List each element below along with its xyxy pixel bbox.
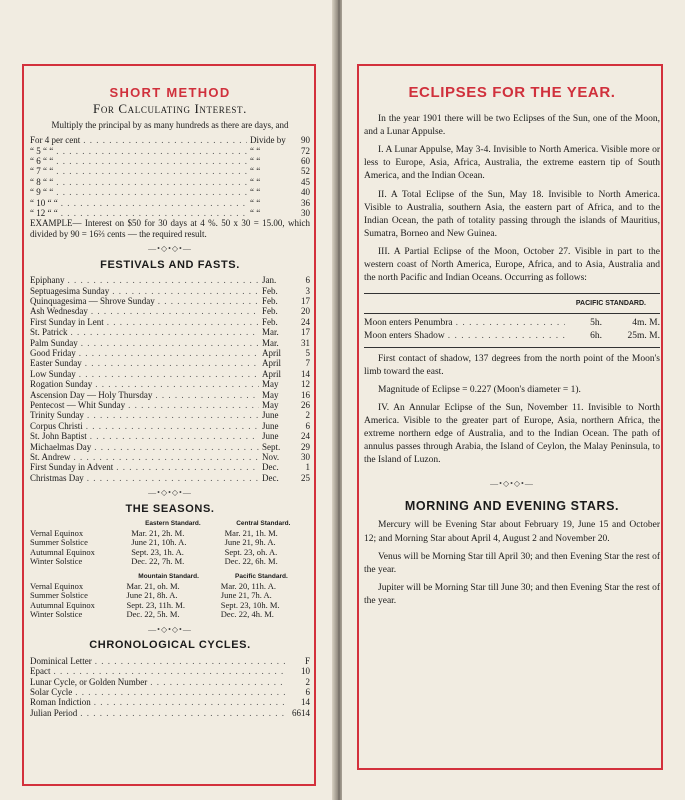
- leader-dots: [81, 338, 259, 348]
- festival-day: 1: [305, 462, 310, 473]
- festival-day: 16: [301, 389, 310, 400]
- interest-percent: For 4 per cent: [30, 135, 81, 146]
- festival-row: [30, 379, 310, 389]
- seasons-table: [30, 519, 310, 567]
- leader-dots: [61, 198, 247, 208]
- eclipse-contact: First contact of shadow, 137 degrees from the north point of the Moon's limb toward the east.: [364, 353, 660, 377]
- festival-name: Easter Sunday: [30, 358, 82, 369]
- festival-day: 3: [305, 285, 310, 296]
- cycle-name: Julian Period: [30, 707, 78, 718]
- eclipse-event: Moon enters Penumbra: [364, 318, 453, 329]
- leader-dots: [150, 677, 287, 687]
- festival-name: Epiphany: [30, 275, 65, 286]
- season-time: Mar. 21, oh. M.: [126, 580, 180, 591]
- season-name: Vernal Equinox: [30, 580, 84, 591]
- ornament-divider: —•◇•◇•—: [148, 244, 192, 254]
- leader-dots: [94, 697, 287, 707]
- cycle-value: 6614: [292, 707, 310, 718]
- festival-row: [30, 338, 310, 348]
- cycle-name: Roman Indiction: [30, 697, 91, 708]
- ornament-divider: —•◇•◇•—: [148, 624, 192, 634]
- season-time: June 21, 10h. A.: [131, 537, 187, 548]
- leader-dots: [90, 431, 259, 441]
- interest-percent: “ 12 “ “: [30, 208, 58, 219]
- season-time: Dec. 22, 5h. M.: [126, 609, 180, 620]
- festival-month: Feb.: [262, 295, 278, 306]
- cycles-title: CHRONOLOGICAL CYCLES.: [89, 639, 251, 652]
- leader-dots: [80, 708, 287, 718]
- interest-divisor: 90: [301, 135, 310, 146]
- cycle-value: 2: [305, 676, 310, 687]
- festival-month: Sept.: [262, 441, 281, 452]
- festival-name: Trinity Sunday: [30, 410, 84, 421]
- eclipse-magnitude: Magnitude of Eclipse = 0.227 (Moon's diameter = 1).: [378, 384, 581, 395]
- festival-month: April: [262, 358, 281, 369]
- festival-name: Ascension Day — Holy Thursday: [30, 389, 153, 400]
- eclipse-paragraph-3: III. A Partial Eclipse of the Moon, October 27. Visible in part to the western coast of North America, Europe, Africa, and to Asia, Australia and the north Pacific and Indian Oceans. Occurring as follows:: [364, 246, 660, 284]
- interest-divisor: 60: [301, 156, 310, 167]
- festival-day: 6: [305, 275, 310, 286]
- interest-action: “ “: [250, 145, 261, 156]
- festival-row: [30, 296, 310, 306]
- festival-month: May: [262, 379, 279, 390]
- stars-title: MORNING AND EVENING STARS.: [404, 499, 620, 514]
- season-time: Mar. 21, 2h. M.: [131, 527, 185, 538]
- eclipses-intro: In the year 1901 there will be two Eclipses of the Sun, one of the Moon, and a Lunar Appulse.: [364, 114, 660, 138]
- festival-name: Christmas Day: [30, 472, 84, 483]
- season-name: Autumnal Equinox: [30, 599, 95, 610]
- leader-dots: [86, 421, 259, 431]
- interest-percent: “ 6 “ “: [30, 156, 54, 167]
- leader-dots: [56, 156, 247, 166]
- seasons-title: THE SEASONS.: [125, 502, 215, 515]
- season-time: Dec. 22, 4h. M.: [220, 609, 274, 620]
- interest-percent: “ 10 “ “: [30, 197, 58, 208]
- festival-row: [30, 317, 310, 327]
- festival-day: 31: [301, 337, 310, 348]
- festival-name: St. John Baptist: [30, 431, 87, 442]
- season-time: Dec. 22, 7h. M.: [131, 556, 185, 567]
- interest-row: [30, 198, 310, 208]
- leader-dots: [74, 452, 260, 462]
- festival-row: [30, 462, 310, 472]
- leader-dots: [456, 317, 565, 330]
- interest-percent: “ 5 “ “: [30, 145, 54, 156]
- cycle-row: [30, 677, 310, 687]
- interest-divisor: 45: [301, 176, 310, 187]
- interest-row: [30, 208, 310, 218]
- festival-month: June: [262, 420, 279, 431]
- festival-day: 29: [301, 441, 310, 452]
- festival-month: June: [262, 431, 279, 442]
- festival-row: [30, 286, 310, 296]
- festival-month: April: [262, 347, 281, 358]
- festival-day: 26: [301, 399, 310, 410]
- cycle-name: Epact: [30, 666, 51, 677]
- eclipse-hour: 5h.: [590, 318, 602, 329]
- festival-day: 6: [305, 420, 310, 431]
- left-page-content: [30, 85, 310, 718]
- interest-divisor: 72: [301, 145, 310, 156]
- cycle-name: Solar Cycle: [30, 687, 73, 697]
- cycle-value: 6: [305, 687, 310, 697]
- leader-dots: [75, 687, 287, 697]
- festival-name: St. Andrew: [30, 452, 71, 462]
- ornament-divider: —•◇•◇•—: [490, 479, 534, 489]
- leader-dots: [95, 656, 287, 666]
- season-time: June 21, 9h. A.: [224, 537, 276, 548]
- divider-line: [364, 293, 660, 294]
- cycle-row: [30, 687, 310, 697]
- festival-day: 24: [301, 431, 310, 442]
- short-method-intro: Multiply the principal by as many hundreds as there are days, and: [51, 119, 289, 130]
- festival-name: St. Patrick: [30, 327, 68, 338]
- season-time: Mar. 21, 1h. M.: [224, 527, 278, 538]
- interest-action: “ “: [250, 197, 261, 208]
- festival-row: [30, 348, 310, 358]
- right-page: [342, 0, 685, 800]
- season-time: June 21, 8h. A.: [126, 590, 178, 601]
- stars-jupiter: Jupiter will be Morning Star till June 30; and then Evening Star the rest of the year.: [364, 582, 660, 606]
- festivals-title: FESTIVALS AND FASTS.: [100, 258, 240, 271]
- cycle-row: [30, 697, 310, 707]
- interest-action: Divide by: [250, 135, 286, 146]
- cycle-row: [30, 708, 310, 718]
- leader-dots: [79, 369, 259, 379]
- eclipse-paragraph-4: IV. An Annular Eclipse of the Sun, November 11. Invisible to North America. Visible to the greater part of Europe, Asia, northern Africa, the extreme northern edge of Australia, and to the Indian Ocean. The path of annulus passes through Arabia, the Island of Ceylon, the Malay Peninsula, to the Island of Luzon.: [364, 402, 660, 466]
- festival-day: 24: [301, 316, 310, 327]
- leader-dots: [112, 286, 259, 296]
- season-column-header: Mountain Standard.: [138, 573, 199, 580]
- interest-row: [30, 156, 310, 166]
- season-time: Mar. 20, 11h. A.: [220, 580, 276, 591]
- cycle-name: Lunar Cycle, or Golden Number: [30, 676, 148, 687]
- interest-row: [30, 177, 310, 187]
- interest-row: [30, 166, 310, 176]
- leader-dots: [71, 327, 260, 337]
- festival-month: May: [262, 389, 279, 400]
- stars-mercury: Mercury will be Evening Star about February 19, June 15 and October 12; and Morning Star about April 4, August 2 and November 20.: [364, 520, 660, 544]
- festival-row: [30, 327, 310, 337]
- interest-table: [30, 135, 310, 218]
- left-page: [0, 0, 338, 800]
- season-time: Sept. 23, 10h. M.: [220, 599, 280, 610]
- interest-action: “ “: [250, 156, 261, 167]
- festival-day: 5: [305, 347, 310, 358]
- season-time: Dec. 22, 6h. M.: [224, 556, 278, 567]
- eclipse-minute: 4m. M.: [632, 318, 660, 329]
- interest-action: “ “: [250, 166, 261, 177]
- leader-dots: [128, 400, 259, 410]
- interest-percent: “ 7 “ “: [30, 166, 54, 177]
- eclipse-paragraph-1: I. A Lunar Appulse, May 3-4. Invisible to North America. Visible more or less to Europe, Asia, Africa, Australia, the extreme eastern tip of South America, and the Indian Ocean.: [364, 145, 660, 182]
- seasons-tables: [30, 519, 310, 620]
- festival-row: [30, 390, 310, 400]
- leader-dots: [61, 208, 247, 218]
- festival-name: First Sunday in Lent: [30, 316, 104, 327]
- interest-action: “ “: [250, 176, 261, 187]
- short-method-subtitle: For Calculating Interest.: [93, 101, 247, 117]
- leader-dots: [448, 330, 565, 343]
- festival-month: Dec.: [262, 462, 279, 473]
- season-name: Winter Solstice: [30, 556, 83, 567]
- leader-dots: [56, 146, 247, 156]
- festival-row: [30, 400, 310, 410]
- leader-dots: [68, 275, 260, 285]
- festival-row: [30, 358, 310, 368]
- eclipse-hour: 6h.: [590, 331, 602, 342]
- interest-divisor: 52: [301, 166, 310, 177]
- festival-row: [30, 275, 310, 285]
- cycle-value: F: [304, 655, 310, 666]
- leader-dots: [87, 410, 259, 420]
- festival-row: [30, 306, 310, 316]
- interest-divisor: 40: [301, 187, 310, 198]
- festival-month: Jan.: [262, 275, 277, 286]
- cycle-name: Dominical Letter: [30, 655, 92, 666]
- leader-dots: [54, 666, 288, 676]
- interest-divisor: 30: [301, 208, 310, 219]
- festival-name: Quinquagesima — Shrove Sunday: [30, 295, 155, 306]
- festival-day: 7: [305, 358, 310, 369]
- season-column-header: Central Standard.: [236, 520, 291, 528]
- seasons-table: [30, 572, 310, 620]
- cycle-value: 10: [301, 666, 310, 677]
- cycle-row: [30, 656, 310, 666]
- festival-row: [30, 369, 310, 379]
- season-column-header: Pacific Standard.: [235, 573, 288, 580]
- festival-day: 14: [301, 368, 310, 379]
- interest-example: EXAMPLE— Interest on $50 for 30 days at 4 %. 50 x 30 = 15.00, which divided by 90 = 16⅔ cents — the required result.: [30, 218, 310, 239]
- interest-percent: “ 8 “ “: [30, 176, 54, 187]
- eclipse-paragraph-2: II. A Total Eclipse of the Sun, May 18. Invisible to North America. Visible to Australia, southern Asia, the eastern part of Africa, and to the Indian Ocean, the path of totality passing through the islands of Mauritius, Sumatra, Borneo and New Guinea.: [364, 189, 660, 239]
- right-page-content: [364, 86, 660, 608]
- leader-dots: [91, 306, 259, 316]
- festival-name: Septuagesima Sunday: [30, 285, 110, 296]
- eclipse-minute: 25m. M.: [627, 331, 660, 342]
- festival-name: Corpus Christi: [30, 420, 83, 431]
- festival-month: Feb.: [262, 306, 278, 317]
- eclipses-title: ECLIPSES FOR THE YEAR.: [408, 84, 616, 101]
- festival-month: Nov.: [262, 452, 280, 462]
- festival-month: Feb.: [262, 316, 278, 327]
- festival-day: 30: [301, 452, 310, 462]
- interest-action: “ “: [250, 208, 261, 219]
- eclipse-table-row: [364, 317, 660, 330]
- leader-dots: [116, 462, 259, 472]
- festival-name: Pentecost — Whit Sunday: [30, 399, 126, 410]
- festival-name: Michaelmas Day: [30, 441, 92, 452]
- season-time: June 21, 7h. A.: [220, 590, 272, 601]
- interest-divisor: 36: [301, 197, 310, 208]
- festival-day: 2: [305, 410, 310, 421]
- festival-month: Mar.: [262, 327, 279, 338]
- ornament-divider: —•◇•◇•—: [148, 488, 192, 498]
- festival-name: Rogation Sunday: [30, 379, 93, 390]
- season-time: Sept. 23, 1h. A.: [131, 546, 184, 557]
- leader-dots: [83, 135, 247, 145]
- season-name: Summer Solstice: [30, 590, 88, 601]
- leader-dots: [56, 177, 247, 187]
- festival-name: Palm Sunday: [30, 337, 78, 348]
- festival-day: 25: [301, 472, 310, 483]
- festival-row: [30, 431, 310, 441]
- season-name: Summer Solstice: [30, 537, 88, 548]
- season-time: Sept. 23, oh. A.: [224, 546, 278, 557]
- season-row: [30, 610, 310, 620]
- eclipse-event: Moon enters Shadow: [364, 331, 445, 342]
- interest-row: [30, 146, 310, 156]
- festival-row: [30, 452, 310, 462]
- cycle-row: [30, 666, 310, 676]
- season-name: Autumnal Equinox: [30, 546, 95, 557]
- season-time: Sept. 23, 11h. M.: [126, 599, 185, 610]
- leader-dots: [85, 358, 259, 368]
- interest-percent: “ 9 “ “: [30, 187, 54, 198]
- leader-dots: [107, 317, 259, 327]
- festival-month: Feb.: [262, 285, 278, 296]
- season-row: [30, 557, 310, 567]
- leader-dots: [79, 348, 259, 358]
- interest-row: [30, 135, 310, 145]
- interest-row: [30, 187, 310, 197]
- season-name: Winter Solstice: [30, 609, 83, 620]
- season-column-header: Eastern Standard.: [145, 520, 201, 528]
- festival-day: 17: [301, 327, 310, 338]
- short-method-title: SHORT METHOD: [109, 85, 231, 100]
- divider-line: [364, 313, 660, 314]
- eclipse-table-row: [364, 330, 660, 343]
- season-name: Vernal Equinox: [30, 527, 84, 538]
- festival-month: Mar.: [262, 337, 279, 348]
- eclipse-table: [364, 317, 660, 343]
- festival-row: [30, 410, 310, 420]
- leader-dots: [95, 379, 259, 389]
- eclipse-table-header: PACIFIC STANDARD.: [575, 300, 646, 308]
- festival-name: Good Friday: [30, 347, 76, 358]
- festival-name: Low Sunday: [30, 368, 76, 379]
- festival-month: April: [262, 368, 281, 379]
- leader-dots: [87, 473, 259, 483]
- festival-day: 20: [301, 306, 310, 317]
- festival-day: 12: [301, 379, 310, 390]
- divider-line: [364, 347, 660, 348]
- festivals-list: [30, 275, 310, 483]
- festival-row: [30, 473, 310, 483]
- interest-action: “ “: [250, 187, 261, 198]
- festival-name: First Sunday in Advent: [30, 462, 114, 473]
- festival-month: May: [262, 399, 279, 410]
- leader-dots: [56, 166, 247, 176]
- festival-day: 17: [301, 295, 310, 306]
- leader-dots: [94, 442, 259, 452]
- leader-dots: [56, 187, 247, 197]
- stars-venus: Venus will be Morning Star till April 30; and then Evening Star the rest of the year.: [364, 551, 660, 575]
- festival-row: [30, 442, 310, 452]
- cycles-list: [30, 656, 310, 718]
- leader-dots: [155, 390, 259, 400]
- festival-month: June: [262, 410, 279, 421]
- festival-row: [30, 421, 310, 431]
- festival-name: Ash Wednesday: [30, 306, 88, 317]
- cycle-value: 14: [301, 697, 310, 708]
- leader-dots: [158, 296, 259, 306]
- festival-month: Dec.: [262, 472, 279, 483]
